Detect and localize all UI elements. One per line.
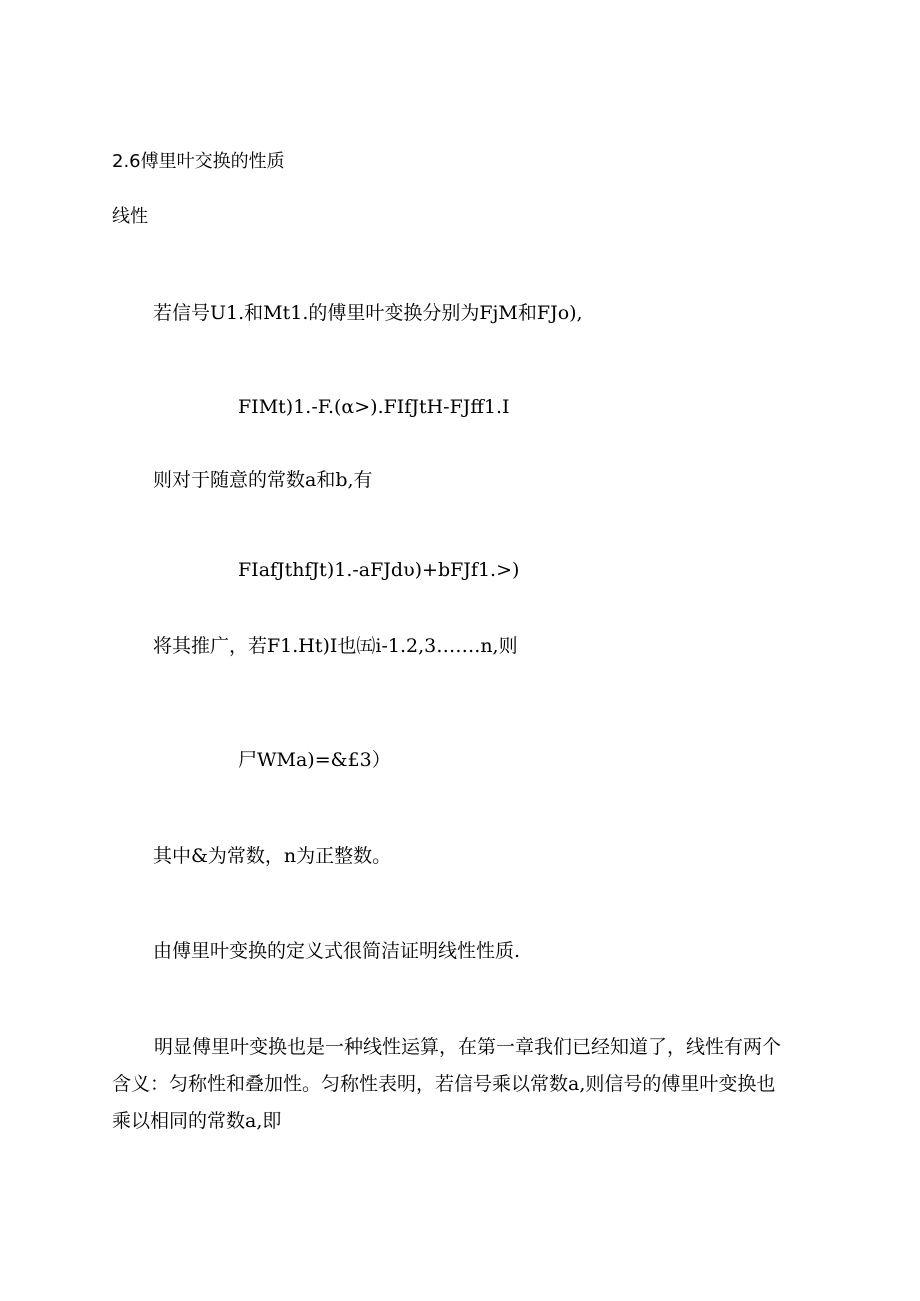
section-heading: 2.6傅里叶交换的性质 bbox=[112, 151, 285, 172]
formula-3: 尸WMa)=&£3） bbox=[238, 749, 391, 771]
paragraph-line-2: 含义：匀称性和叠加性。匀称性表明，若信号乘以常数a,则信号的傅里叶变换也 bbox=[112, 1073, 776, 1095]
premise-line: 若信号U1.和Mt1.的傅里叶变换分别为FjM和FJo), bbox=[153, 302, 583, 324]
linearity-paragraph bbox=[112, 1029, 824, 1140]
subheading: 线性 bbox=[112, 206, 148, 227]
generalization-line: 将其推广，若F1.Ht)I也㈤i-1.2,3…….n,则 bbox=[153, 635, 518, 657]
formula-1: FIMt)1.-F.(α>).FIfJtH-FJff1.I bbox=[238, 396, 510, 418]
paragraph-line-1: 明显傅里叶变换也是一种线性运算，在第一章我们已经知道了，线性有两个 bbox=[154, 1036, 782, 1058]
then-line: 则对于随意的常数a和b,有 bbox=[153, 469, 373, 491]
proof-note: 由傅里叶变换的定义式很简洁证明线性性质. bbox=[153, 940, 521, 962]
constants-note: 其中&为常数，n为正整数。 bbox=[153, 845, 392, 867]
paragraph-line-3: 乘以相同的常数a,即 bbox=[112, 1110, 282, 1132]
formula-2: FIafJthfJt)1.-aFJdυ)+bFJf1.>) bbox=[238, 559, 520, 581]
